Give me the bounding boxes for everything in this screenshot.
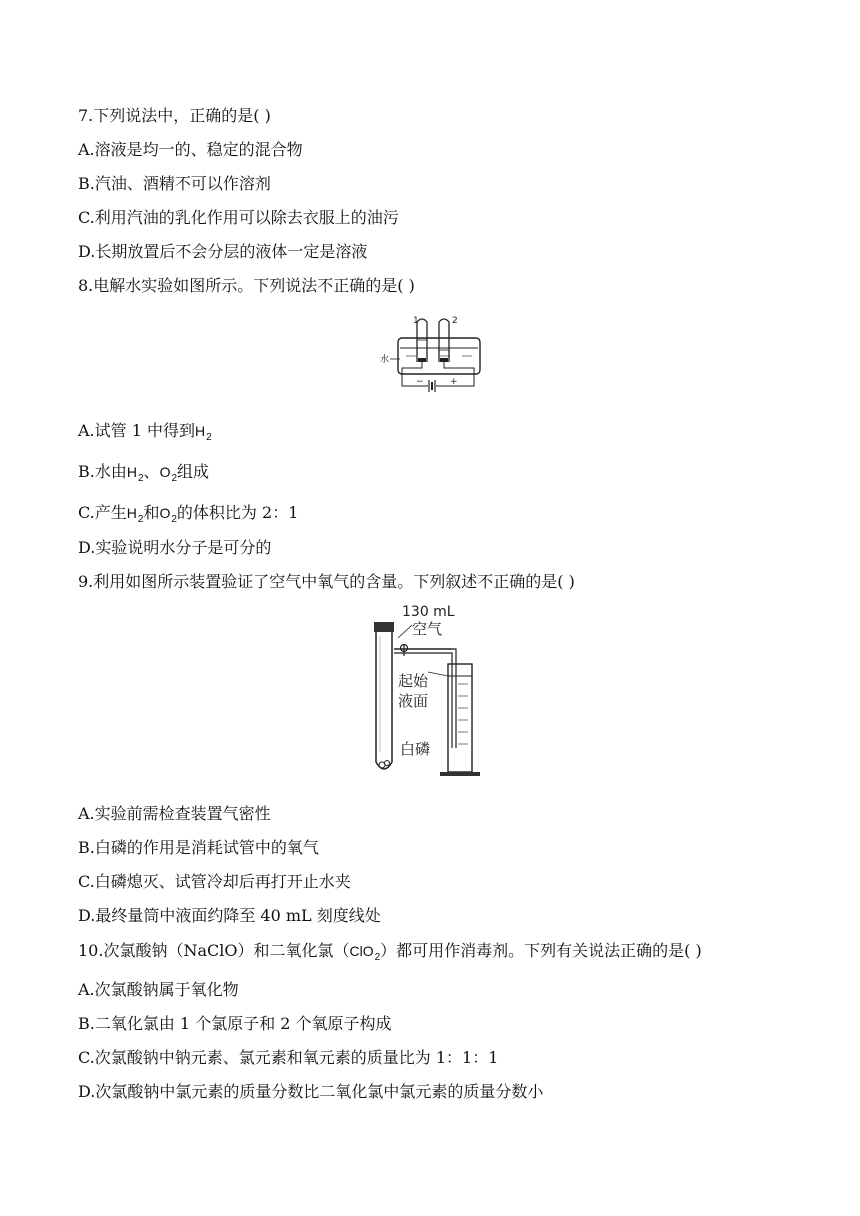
start-label-line1: 起始	[398, 672, 429, 690]
test-tube-2	[439, 319, 449, 362]
h2-formula: $H_2$	[126, 505, 144, 525]
q10-option-b: B.二氧化氯由 1 个氯原子和 2 个氧原子构成	[78, 1014, 392, 1033]
negative-label: −	[416, 377, 424, 387]
q7-stem: 7.下列说法中，正确的是( )	[78, 106, 271, 125]
h2-formula: $H_2$	[126, 464, 144, 484]
volume-label: 130 mL	[402, 604, 455, 620]
electrolysis-figure	[378, 310, 482, 398]
o2-formula: $O_2$	[159, 464, 178, 484]
q9-option-d: D.最终量筒中液面约降至 40 mL 刻度线处	[78, 906, 381, 925]
q7-option-a: A.溶液是均一的、稳定的混合物	[78, 140, 303, 159]
q7-option-d: D.长期放置后不会分层的液体一定是溶液	[78, 242, 368, 261]
o2-formula: $O_2$	[159, 505, 177, 525]
q9-option-b: B.白磷的作用是消耗试管中的氧气	[78, 838, 319, 857]
test-tube	[376, 632, 392, 769]
q9-option-c: C.白磷熄灭、试管冷却后再打开止水夹	[78, 872, 351, 891]
q8-stem: 8.电解水实验如图所示。下列说法不正确的是( )	[78, 276, 415, 295]
q10-option-c: C.次氯酸钠中钠元素、氯元素和氧元素的质量比为 1：1：1	[78, 1048, 499, 1067]
q9-stem: 9.利用如图所示装置验证了空气中氧气的含量。下列叙述不正确的是( )	[78, 572, 575, 591]
water-label: 水	[380, 355, 390, 365]
positive-label: +	[450, 377, 458, 387]
oxygen-content-apparatus-figure	[368, 602, 492, 778]
electrode-1	[418, 358, 426, 362]
h2-formula: $H_2$	[195, 423, 212, 443]
q7-option-c: C.利用汽油的乳化作用可以除去衣服上的油污	[78, 208, 399, 227]
q9-option-a: A.实验前需检查装置气密性	[78, 804, 271, 823]
air-label: 空气	[412, 620, 443, 638]
electrode-2	[440, 358, 448, 362]
start-label-line2: 液面	[398, 692, 429, 710]
q8-option-b: B.水由$H_2$、$O_2$组成	[78, 462, 210, 484]
q8-option-a: A.试管 1 中得到$H_2$	[78, 421, 212, 443]
phosphorus-label: 白磷	[400, 740, 431, 758]
q7-option-b: B.汽油、酒精不可以作溶剂	[78, 174, 271, 193]
q8-option-c: C.产生$H_2$和$O_2$的体积比为 2：1	[78, 503, 299, 525]
q10-option-a: A.次氯酸钠属于氧化物	[78, 980, 239, 999]
tube-1-label: 1	[413, 316, 419, 326]
q10-option-d: D.次氯酸钠中氯元素的质量分数比二氧化氯中氯元素的质量分数小	[78, 1082, 544, 1101]
clo2-formula: ClO$_2$	[349, 943, 381, 963]
tube-2-label: 2	[452, 316, 458, 326]
stopper	[374, 622, 394, 632]
q10-stem: 10.次氯酸钠（NaClO）和二氧化氯（ClO$_2$）都可用作消毒剂。下列有关说法正确的是( )	[78, 941, 702, 963]
q8-option-d: D.实验说明水分子是可分的	[78, 538, 272, 557]
